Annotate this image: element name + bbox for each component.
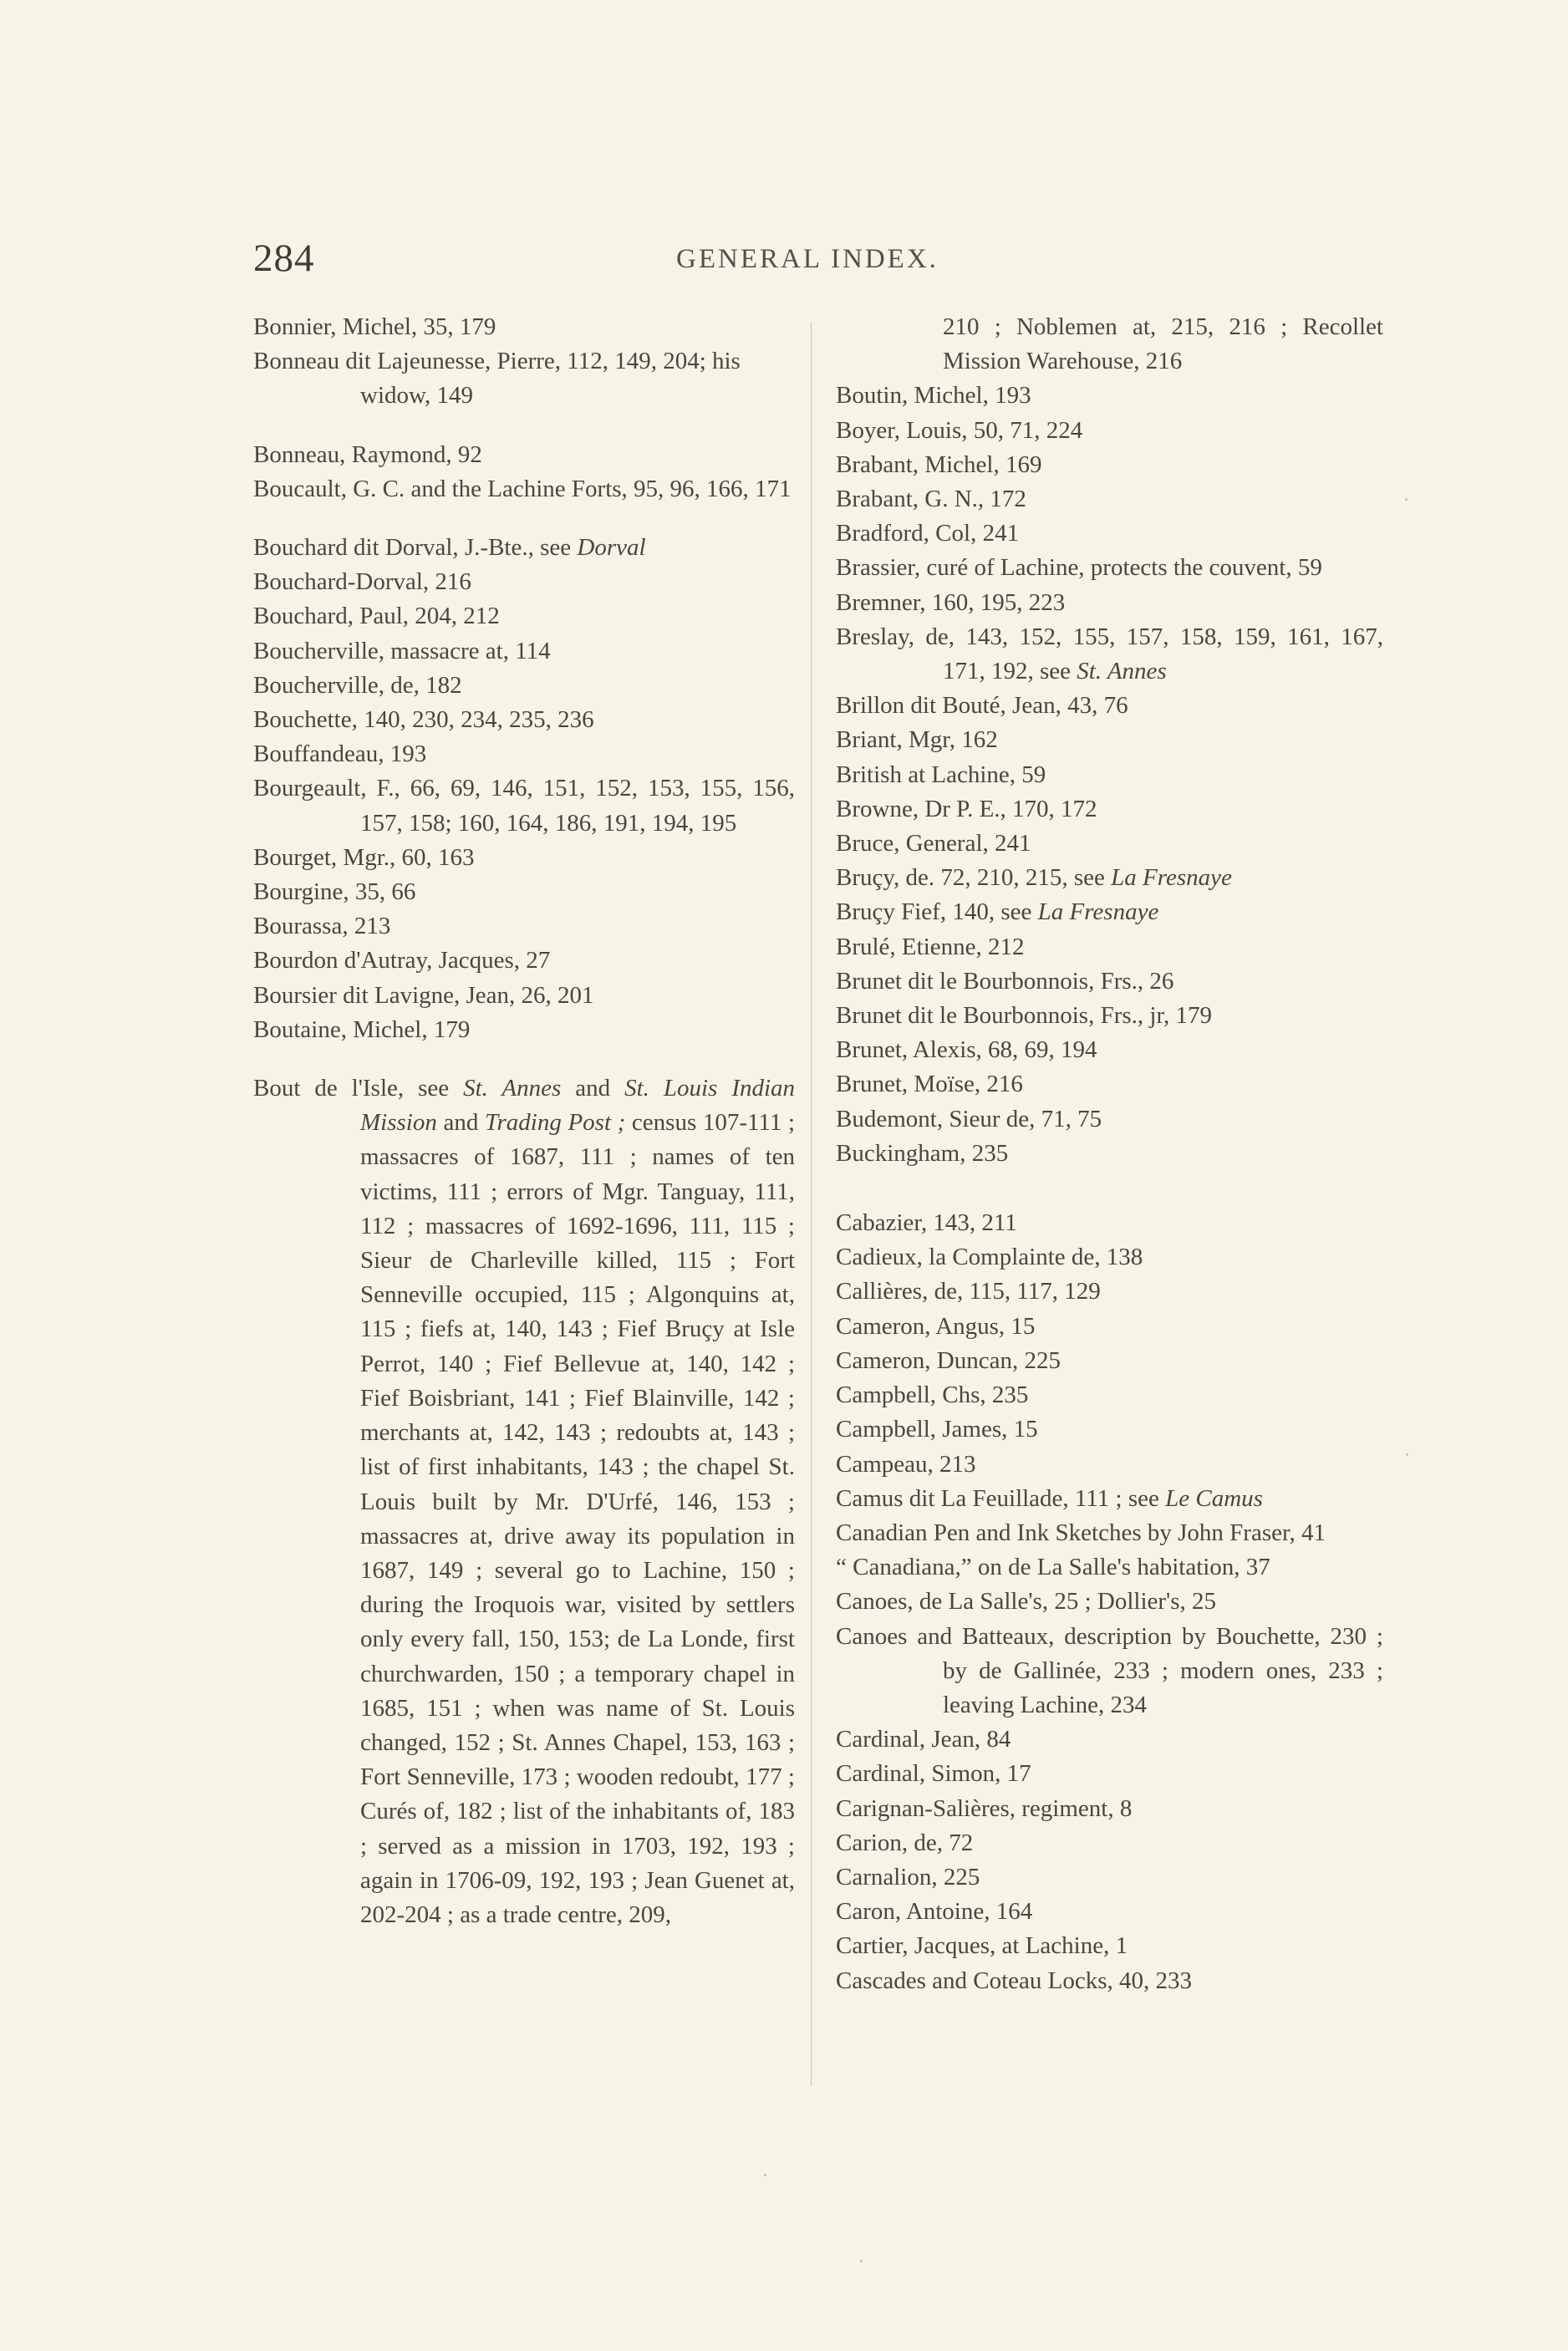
index-entry: Bremner, 160, 195, 223 xyxy=(836,588,1066,616)
index-entry: Buckingham, 235 xyxy=(836,1139,1009,1167)
index-entry: Cameron, Angus, 15 xyxy=(836,1312,1036,1340)
index-entry: Brunet dit le Bourbonnois, Frs., 26 xyxy=(836,967,1174,995)
index-entry: Bradford, Col, 241 xyxy=(836,520,1020,547)
index-entry: Bruce, General, 241 xyxy=(836,830,1031,857)
index-entry: Brabant, G. N., 172 xyxy=(836,486,1026,513)
index-entry: Caron, Antoine, 164 xyxy=(836,1898,1033,1926)
index-entry: Cardinal, Jean, 84 xyxy=(836,1726,1011,1753)
index-entry: Breslay, de, 143, 152, 155, 157, 158, 159, 161, 167, 171, 192, see St. Annes xyxy=(836,623,1383,685)
index-entry: Bruçy Fief, 140, see La Fresnaye xyxy=(836,898,1159,926)
index-entry: Brulé, Etienne, 212 xyxy=(836,933,1025,960)
index-entry: Cardinal, Simon, 17 xyxy=(836,1760,1031,1788)
index-entry: Campbell, James, 15 xyxy=(836,1416,1038,1443)
index-entry: Bourget, Mgr., 60, 163 xyxy=(253,843,475,871)
paper-speck xyxy=(764,2174,766,2176)
index-entry: Boyer, Louis, 50, 71, 224 xyxy=(836,416,1083,444)
index-entry: Brunet, Alexis, 68, 69, 194 xyxy=(836,1036,1097,1064)
index-entry: Cascades and Coteau Locks, 40, 233 xyxy=(836,1967,1193,1994)
paper-speck xyxy=(1405,498,1408,501)
index-entry-continuation: 210 ; Noblemen at, 215, 216 ; Recollet Mission Warehouse, 216 xyxy=(943,313,1383,375)
index-entry: Bonneau dit Lajeunesse, Pierre, 112, 149, 204; his widow, 149 xyxy=(253,348,741,410)
column-divider xyxy=(811,323,812,2086)
index-entry: Bourgeault, F., 66, 69, 146, 151, 152, 153, 155, 156, 157, 158; 160, 164, 186, 191, 194, 195 xyxy=(253,775,795,837)
running-head: GENERAL INDEX. xyxy=(676,244,939,274)
index-entry: Bruçy, de. 72, 210, 215, see La Fresnaye xyxy=(836,864,1232,892)
index-entry: Carion, de, 72 xyxy=(836,1829,974,1856)
paper-speck xyxy=(860,2260,863,2262)
index-entry: Boutaine, Michel, 179 xyxy=(253,1015,471,1043)
index-column-left xyxy=(253,310,795,1932)
index-entry: Carignan-Salières, regiment, 8 xyxy=(836,1794,1133,1822)
index-entry: Brassier, curé of Lachine, protects the couvent, 59 xyxy=(836,554,1322,582)
index-entry: Cameron, Duncan, 225 xyxy=(836,1346,1061,1374)
index-entry: Brabant, Michel, 169 xyxy=(836,450,1042,478)
index-entry: Bonneau, Raymond, 92 xyxy=(253,440,482,468)
index-entry: British at Lachine, 59 xyxy=(836,761,1046,788)
index-entry: Campeau, 213 xyxy=(836,1450,976,1478)
index-entry: Callières, de, 115, 117, 129 xyxy=(836,1278,1101,1305)
index-entry: Bourgine, 35, 66 xyxy=(253,878,416,906)
index-entry: Bouchette, 140, 230, 234, 235, 236 xyxy=(253,706,594,734)
index-entry: Browne, Dr P. E., 170, 172 xyxy=(836,795,1097,822)
index-entry: Bouchard-Dorval, 216 xyxy=(253,568,471,596)
index-entry: “ Canadiana,” on de La Salle's habitation, 37 xyxy=(836,1554,1270,1581)
index-entry: Boursier dit Lavigne, Jean, 26, 201 xyxy=(253,981,594,1009)
index-entry: Brunet, Moïse, 216 xyxy=(836,1071,1023,1098)
index-entry-bout-de-lisle: Bout de l'Isle, see St. Annes and St. Louis Indian Mission and Trading Post ; census 107-111 ; massacres of 1687, 111 ; names of ten victims, 111 ; errors of Mgr. Tanguay, 111, 112 ; massacres of 1692-1696, 111, 115 ; Sieur de Charleville killed, 115 ; Fort Senneville occupied, 115 ; Algonquins at, 115 ; fiefs at, 140, 143 ; Fief Bruçy at Isle Perrot, 140 ; Fief Bellevue at, 140, 142 ; Fief Boisbriant, 141 ; Fief Blainville, 142 ; merchants at, 142, 143 ; redoubts at, 143 ; list of first inhabitants, 143 ; the chapel St. Louis built by Mr. D'Urfé, 146, 153 ; massacres at, drive away its population in 1687, 149 ; several go to Lachine, 150 ; during the Iroquois war, visited by settlers only every fall, 150, 153; de La Londe, first churchwarden, 150 ; a temporary chapel in 1685, 151 ; when was name of St. Louis changed, 152 ; St. Annes Chapel, 153, 163 ; Fort Senneville, 173 ; wooden redoubt, 177 ; Curés of, 182 ; list of the inhabitants of, 183 ; served as a mission in 1703, 192, 193 ; again in 1706-09, 192, 193 ; Jean Guenet at, 202-204 ; as a trade centre, 209, xyxy=(253,1075,796,1928)
index-entry: Bonnier, Michel, 35, 179 xyxy=(253,313,496,340)
index-entry: Boucault, G. C. and the Lachine Forts, 95, 96, 166, 171 xyxy=(253,475,792,502)
index-entry: Briant, Mgr, 162 xyxy=(836,726,998,754)
index-entry: Bourassa, 213 xyxy=(253,913,391,940)
index-entry: Canoes and Batteaux, description by Bouchette, 230 ; by de Gallinée, 233 ; modern ones, 233 ; leaving Lachine, 234 xyxy=(836,1622,1383,1718)
index-entry: Camus dit La Feuillade, 111 ; see Le Camus xyxy=(836,1484,1263,1512)
index-entry: Cadieux, la Complainte de, 138 xyxy=(836,1244,1143,1271)
page-header xyxy=(253,237,960,288)
index-entry: Bouffandeau, 193 xyxy=(253,740,427,768)
index-column-right xyxy=(836,310,1383,1998)
index-entry: Cabazier, 143, 211 xyxy=(836,1209,1017,1237)
index-entry: Bourdon d'Autray, Jacques, 27 xyxy=(253,947,551,974)
index-entry: Boucherville, massacre at, 114 xyxy=(253,637,551,664)
index-entry: Canadian Pen and Ink Sketches by John Fraser, 41 xyxy=(836,1519,1326,1546)
index-entry: Brunet dit le Bourbonnois, Frs., jr, 179 xyxy=(836,1002,1212,1030)
index-entry: Brillon dit Bouté, Jean, 43, 76 xyxy=(836,692,1128,720)
index-entry: Budemont, Sieur de, 71, 75 xyxy=(836,1105,1102,1132)
index-entry: Boucherville, de, 182 xyxy=(253,671,462,699)
index-entry: Bouchard, Paul, 204, 212 xyxy=(253,603,500,630)
index-entry: Campbell, Chs, 235 xyxy=(836,1382,1029,1409)
index-entry: Cartier, Jacques, at Lachine, 1 xyxy=(836,1932,1128,1960)
index-entry: Carnalion, 225 xyxy=(836,1863,980,1890)
index-entry: Boutin, Michel, 193 xyxy=(836,382,1031,410)
index-entry: Canoes, de La Salle's, 25 ; Dollier's, 25 xyxy=(836,1588,1217,1616)
paper-speck xyxy=(1406,1453,1408,1456)
index-entry: Bouchard dit Dorval, J.-Bte., see Dorval xyxy=(253,534,646,562)
page-number: 284 xyxy=(253,237,315,280)
